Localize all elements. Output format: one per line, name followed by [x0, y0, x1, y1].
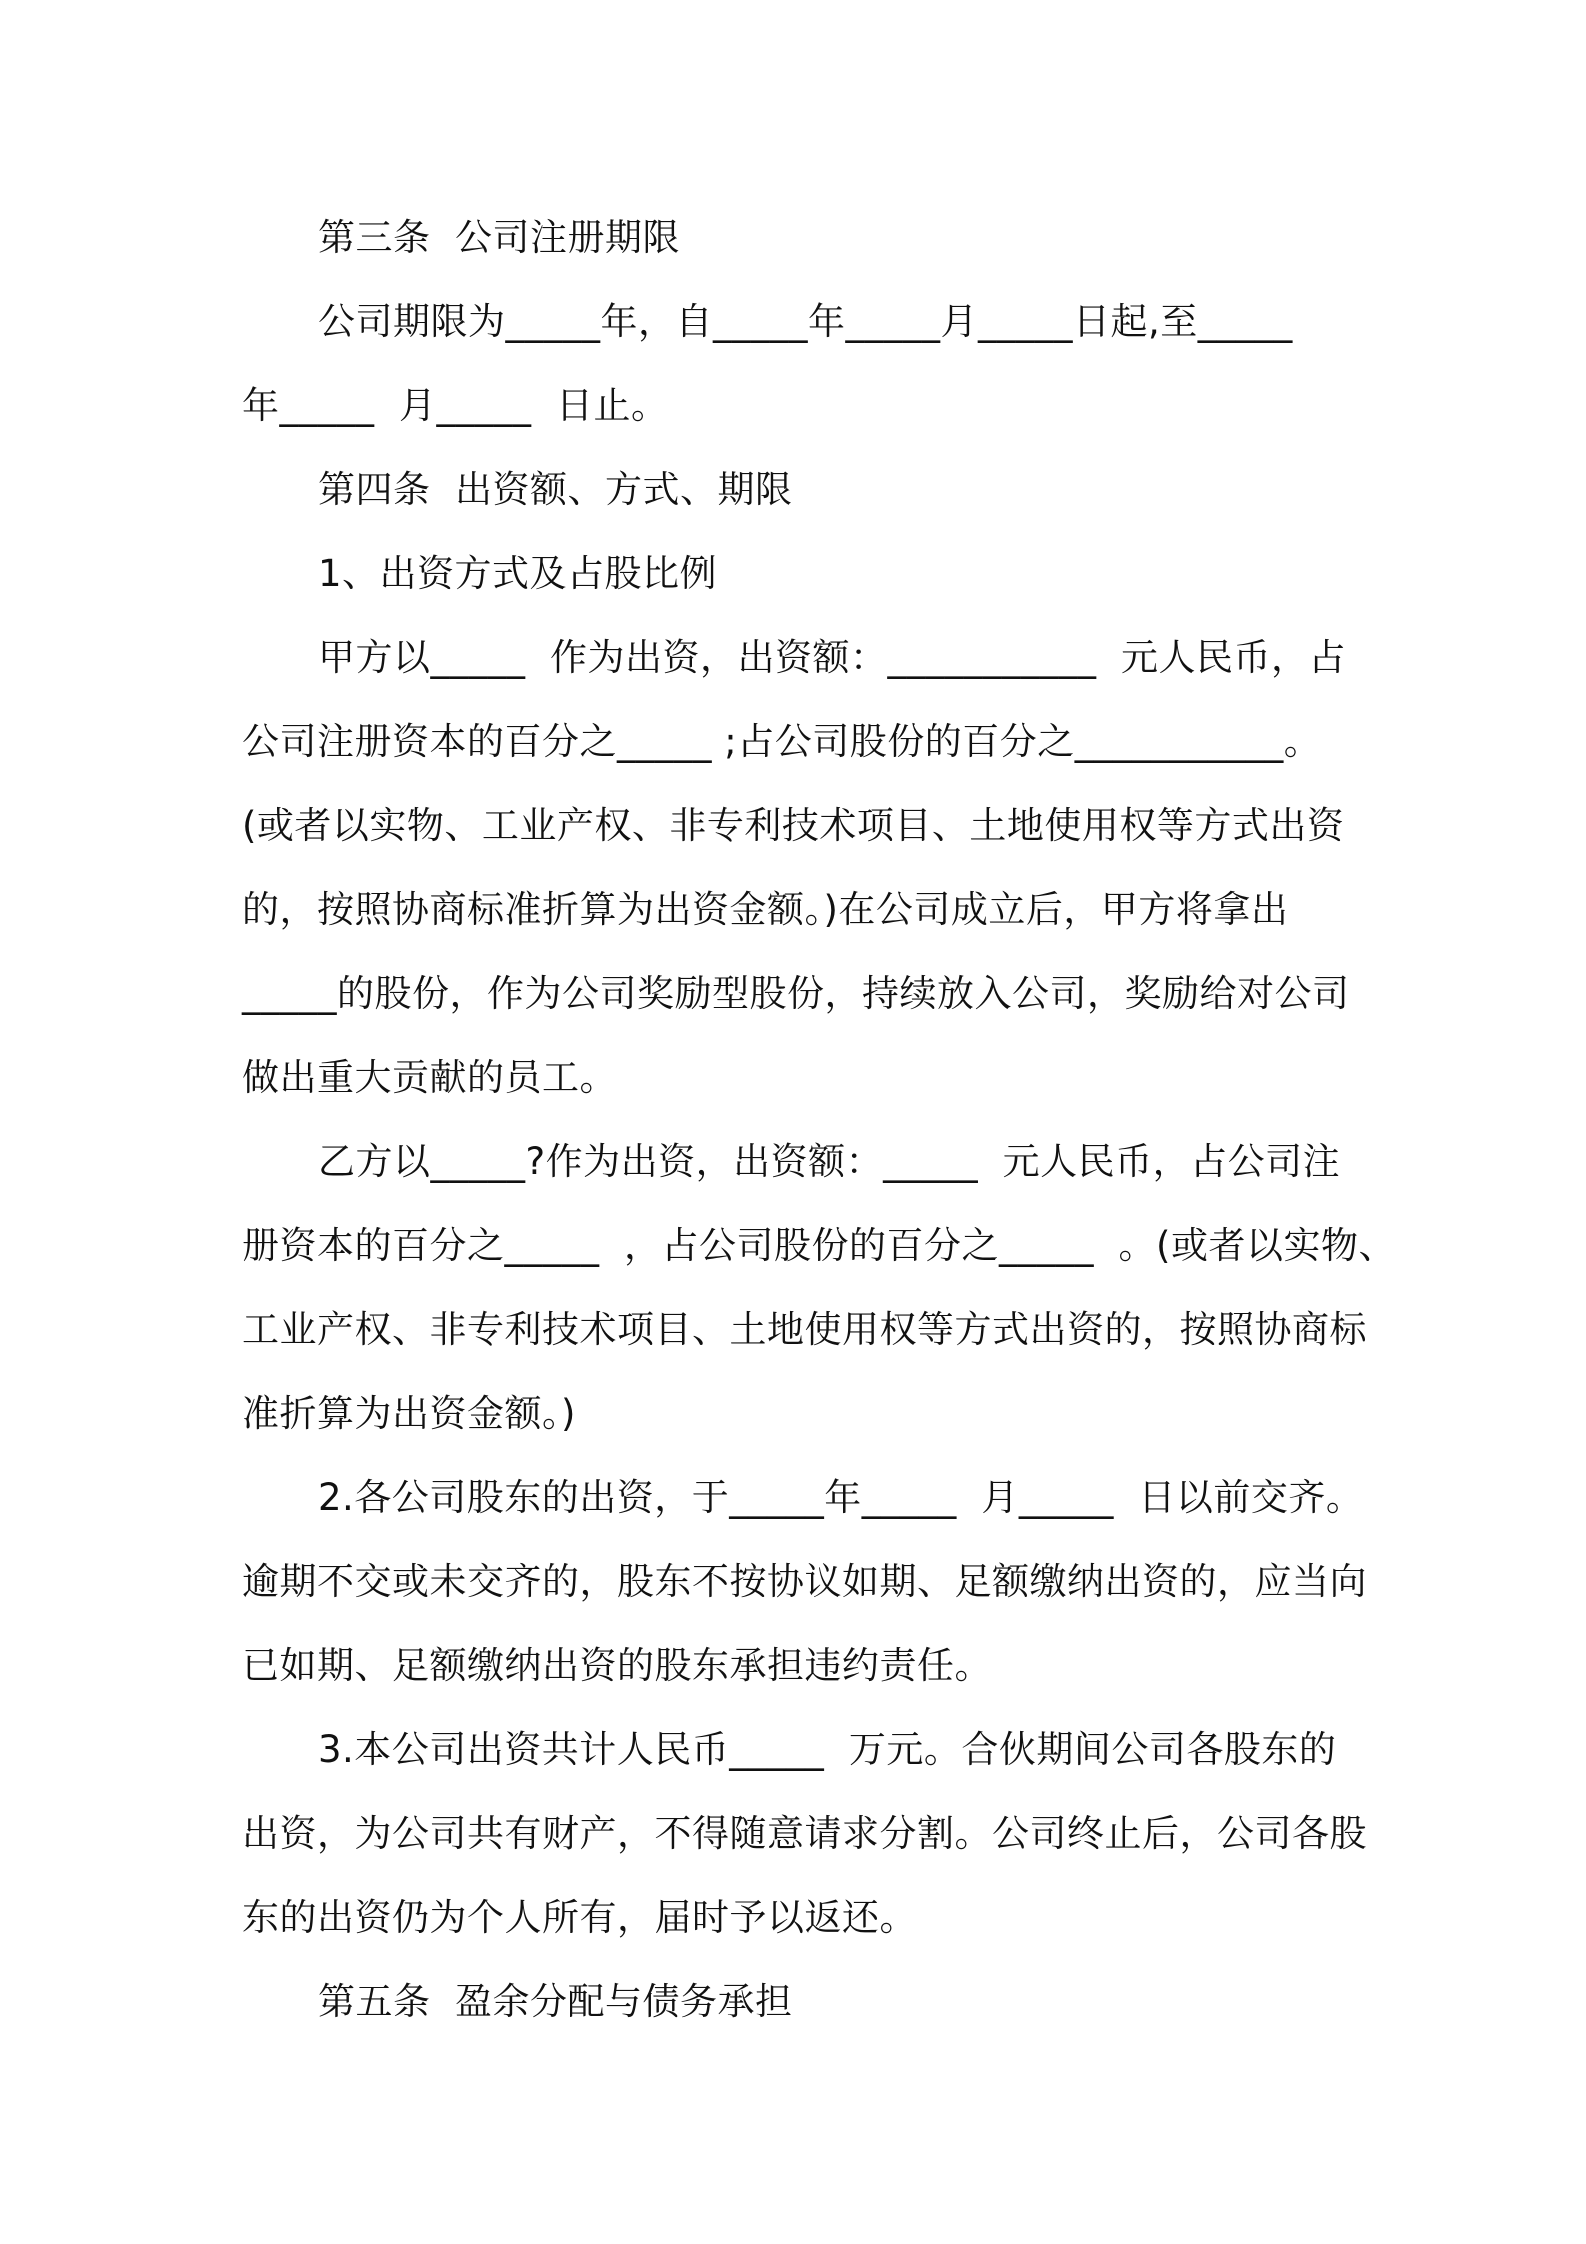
term-line-2: 年_____ 月_____ 日止。 — [242, 384, 669, 427]
section-1-heading: 1、出资方式及占股比例 — [318, 552, 718, 595]
article-5-heading: 第五条 盈余分配与债务承担 — [318, 1980, 793, 2023]
section-2-line-2: 逾期不交或未交齐的，股东不按协议如期、足额缴纳出资的，应当向 — [242, 1560, 1367, 1603]
party-a-line-1: 甲方以_____ 作为出资，出资额：___________ 元人民币，占 — [318, 636, 1347, 679]
party-a-line-4: 的，按照协商标准折算为出资金额。)在公司成立后，甲方将拿出 — [242, 888, 1289, 931]
section-2-line-3: 已如期、足额缴纳出资的股东承担违约责任。 — [242, 1644, 992, 1687]
party-a-line-2: 公司注册资本的百分之_____ ;占公司股份的百分之___________。 — [242, 720, 1322, 763]
section-2-line-1: 2.各公司股东的出资，于_____年_____ 月_____ 日以前交齐。 — [318, 1476, 1364, 1519]
party-b-line-1: 乙方以_____?作为出资，出资额：_____ 元人民币，占公司注 — [318, 1140, 1341, 1183]
party-b-line-3: 工业产权、非专利技术项目、土地使用权等方式出资的，按照协商标 — [242, 1308, 1367, 1351]
section-3-line-2: 出资，为公司共有财产，不得随意请求分割。公司终止后，公司各股 — [242, 1812, 1367, 1855]
article-3-heading: 第三条 公司注册期限 — [318, 216, 681, 259]
section-3-line-3: 东的出资仍为个人所有，届时予以返还。 — [242, 1896, 917, 1939]
party-b-line-2: 册资本的百分之_____ ，占公司股份的百分之_____ 。(或者以实物、 — [242, 1224, 1396, 1267]
term-line-1: 公司期限为_____年，自_____年_____月_____日起,至_____ — [318, 300, 1293, 343]
section-3-line-1: 3.本公司出资共计人民币_____ 万元。合伙期间公司各股东的 — [318, 1728, 1337, 1771]
party-a-line-6: 做出重大贡献的员工。 — [242, 1056, 617, 1099]
party-a-line-3: (或者以实物、工业产权、非专利技术项目、土地使用权等方式出资 — [242, 804, 1345, 847]
party-b-line-4: 准折算为出资金额。) — [242, 1392, 576, 1435]
article-4-heading: 第四条 出资额、方式、期限 — [318, 468, 793, 511]
document-body — [242, 196, 1396, 2044]
party-a-line-5: _____的股份，作为公司奖励型股份，持续放入公司，奖励给对公司 — [242, 972, 1350, 1015]
